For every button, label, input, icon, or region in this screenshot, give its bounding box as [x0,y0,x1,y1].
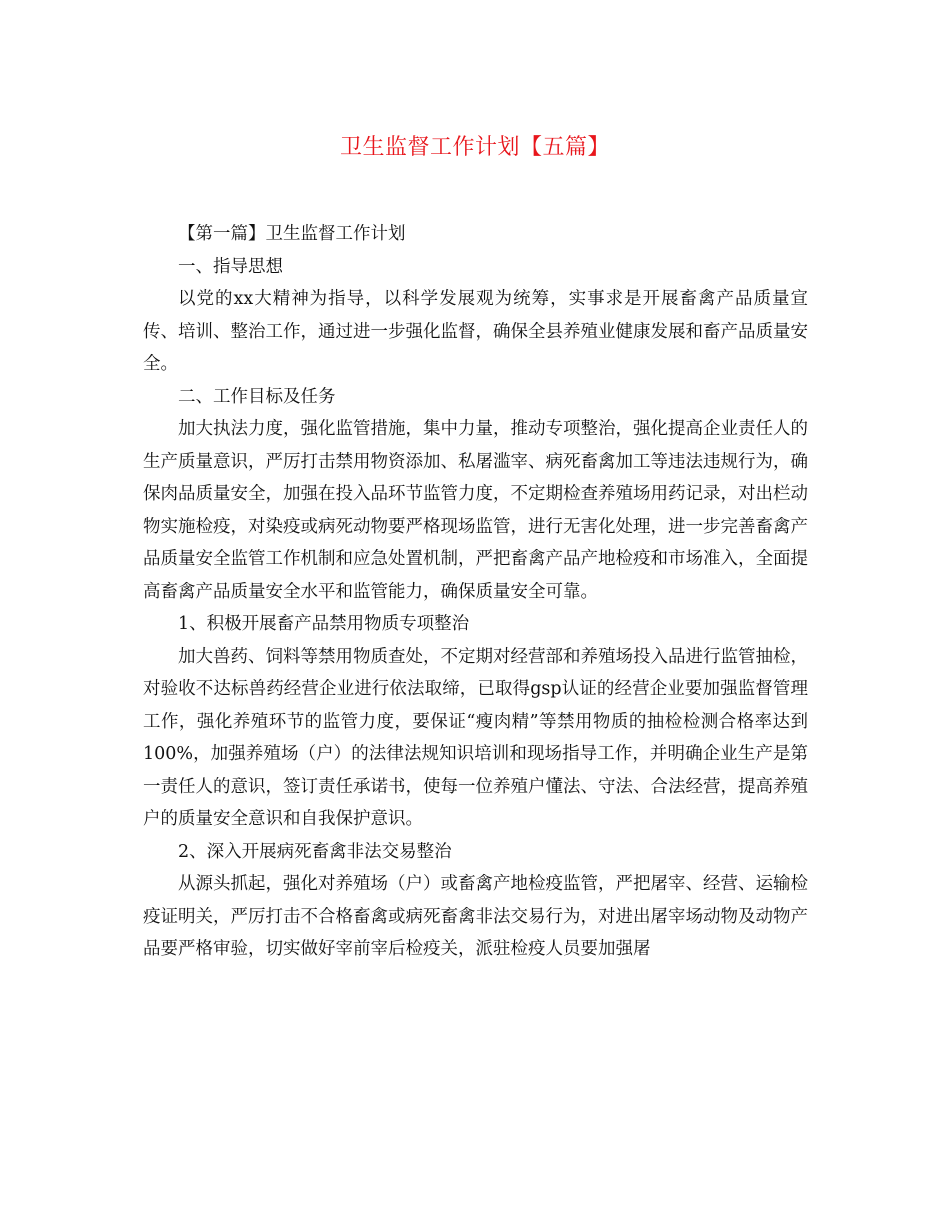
body-paragraph: 从源头抓起，强化对养殖场（户）或畜禽产地检疫监管，严把屠宰、经营、运输检疫证明关，严厉打击不合格畜禽或病死畜禽非法交易行为，对进出屠宰场动物及动物产品要严格审验，切实做好宰前宰后检疫关，派驻检疫人员要加强屠 [143,874,808,959]
subsection-heading: 二、工作目标及任务 [178,386,336,407]
section-heading: 【第一篇】卫生监督工作计划 [178,224,406,244]
body-paragraph: 加大兽药、饲料等禁用物质查处，不定期对经营部和养殖场投入品进行监管抽检，对验收不达标兽药经营企业进行依法取缔，已取得gsp认证的经营企业要加强监督管理工作，强化养殖环节的监管力度，要保证“瘦肉精”等禁用物质的抽检检测合格率达到100%，加强养殖场（户）的法律法规知识培训和现场指导工作，并明确企业生产是第一责任人的意识，签订责任承诺书，使每一位养殖户懂法、守法、合法经营，提高养殖户的质量安全意识和自我保护意识。 [143,646,808,829]
body-paragraph: 加大执法力度，强化监管措施，集中力量，推动专项整治，强化提高企业责任人的生产质量意识，严厉打击禁用物资添加、私屠滥宰、病死畜禽加工等违法违规行为，确保肉品质量安全，加强在投入品环节监管力度，不定期检查养殖场用药记录，对出栏动物实施检疫，对染疫或病死动物要严格现场监管，进行无害化处理，进一步完善畜禽产品质量安全监管工作机制和应急处置机制，严把畜禽产品产地检疫和市场准入，全面提高畜禽产品质量安全水平和监管能力，确保质量安全可靠。 [143,419,808,602]
document-body [143,218,808,966]
document-title: 卫生监督工作计划【五篇】 [339,135,610,160]
item-heading: 1、积极开展畜产品禁用物质专项整治 [178,614,470,634]
subsection-heading: 一、指导思想 [178,256,283,277]
item-heading: 2、深入开展病死畜禽非法交易整治 [178,841,452,862]
body-paragraph: 以党的xx大精神为指导，以科学发展观为统筹，实事求是开展畜禽产品质量宣传、培训、整治工作，通过进一步强化监督，确保全县养殖业健康发展和畜产品质量安全。 [143,289,808,374]
